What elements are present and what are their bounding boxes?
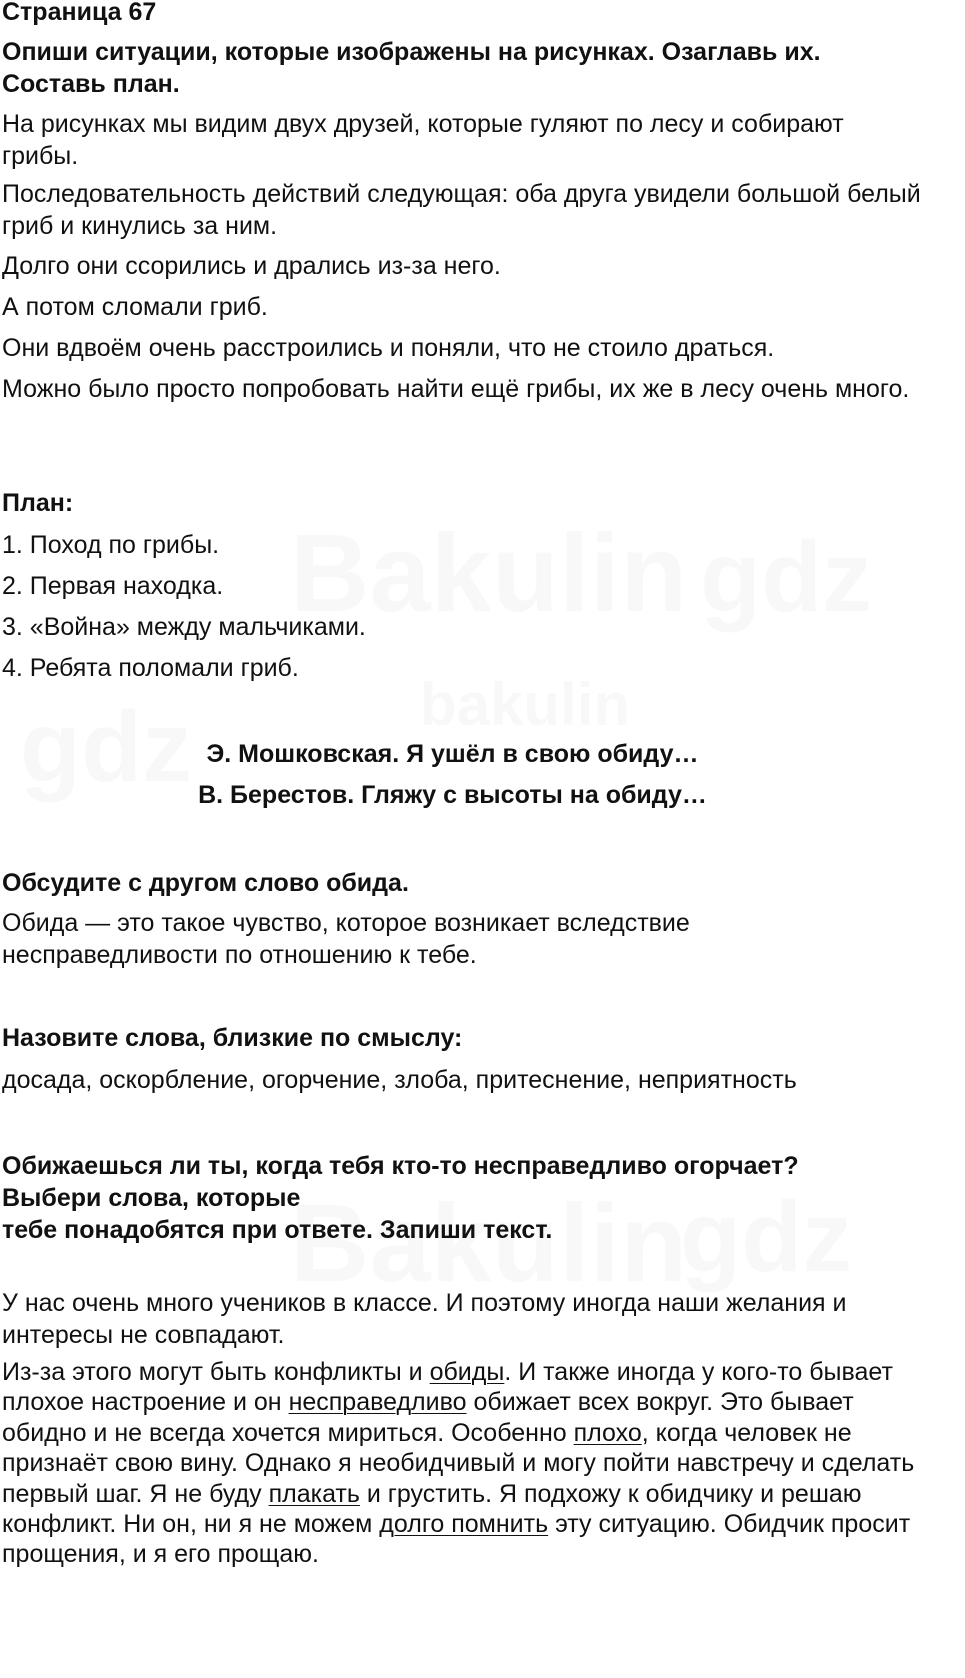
task4-question-line-2: тебе понадобятся при ответе. Запиши текст.: [2, 1216, 553, 1244]
underlined-word-nespravedlivo: несправедливо: [288, 1388, 467, 1417]
task1-answer-line-4: А потом сломали гриб.: [2, 293, 268, 321]
underlined-words-dolgo-pomnit: долго помнить: [379, 1510, 549, 1539]
page-header: Страница 67: [2, 0, 157, 26]
task3-answer: досада, оскорбление, огорчение, злоба, притеснение, неприятность: [2, 1066, 797, 1094]
p2-text-1: Из-за этого могут быть конфликты и: [2, 1358, 430, 1386]
task1-question: Опиши ситуации, которые изображены на рисунках. Озаглавь их. Составь план.: [2, 38, 821, 98]
task4-answer-paragraph-1: У нас очень много учеников в классе. И поэтому иногда наши желания и интересы не совпадают.: [2, 1289, 847, 1349]
task4-question-line-1: Обижаешься ли ты, когда тебя кто-то несправедливо огорчает? Выбери слова, которые: [2, 1152, 799, 1212]
plan-item-4: 4. Ребята поломали гриб.: [2, 654, 299, 682]
p2-text-6: эту ситуацию. Обидчик просит прощения, и я его прощаю.: [2, 1510, 911, 1569]
task1-answer-line-3: Долго они ссорились и дрались из-за него.: [2, 252, 501, 280]
task3-question: Назовите слова, близкие по смыслу:: [2, 1024, 463, 1052]
underlined-word-ploho: плохо: [573, 1418, 642, 1447]
underlined-word-plakat: плакать: [268, 1479, 360, 1508]
task1-answer-line-2: Последовательность действий следующая: оба друга увидели большой белый гриб и кинулись за ним.: [2, 180, 921, 240]
task1-answer-line-6: Можно было просто попробовать найти ещё грибы, их же в лесу очень много.: [2, 375, 910, 403]
plan-item-1: 1. Поход по грибы.: [2, 531, 220, 559]
task2-answer: Обида — это такое чувство, которое возникает вследствие несправедливости по отношению к тебе.: [2, 909, 690, 969]
underlined-word-obidy: обиды: [429, 1358, 505, 1386]
p2-text-2: . И также иногда у кого-то бывает плохое настроение и он: [2, 1358, 893, 1417]
p2-text-5: и грустить. Я подхожу к обидчику и решаю конфликт. Ни он, ни я не можем: [2, 1479, 862, 1539]
task2-question: Обсудите с другом слово обида.: [2, 869, 409, 897]
task1-answer-line-1: На рисунках мы видим двух друзей, которые гуляют по лесу и собирают грибы.: [2, 110, 844, 170]
plan-item-2: 2. Первая находка.: [2, 572, 224, 600]
task4-answer-paragraph-2: [2, 1357, 927, 1570]
task1-answer-line-5: Они вдвоём очень расстроились и поняли, что не стоило драться.: [2, 334, 775, 362]
poem-title-1: Э. Мошковская. Я ушёл в свою обиду…: [206, 740, 699, 768]
p2-text-4: , когда человек не признаёт свою вину. Однако я необидчивый и могу пойти навстречу и сделать первый шаг. Я не буду: [2, 1418, 915, 1508]
p2-text-3: обижает всех вокруг. Это бывает обидно и не всегда хочется мириться. Особенно: [2, 1388, 854, 1447]
plan-title: План:: [2, 489, 74, 517]
poem-title-2: В. Берестов. Гляжу с высоты на обиду…: [198, 781, 707, 809]
plan-item-3: 3. «Война» между мальчиками.: [2, 613, 366, 641]
